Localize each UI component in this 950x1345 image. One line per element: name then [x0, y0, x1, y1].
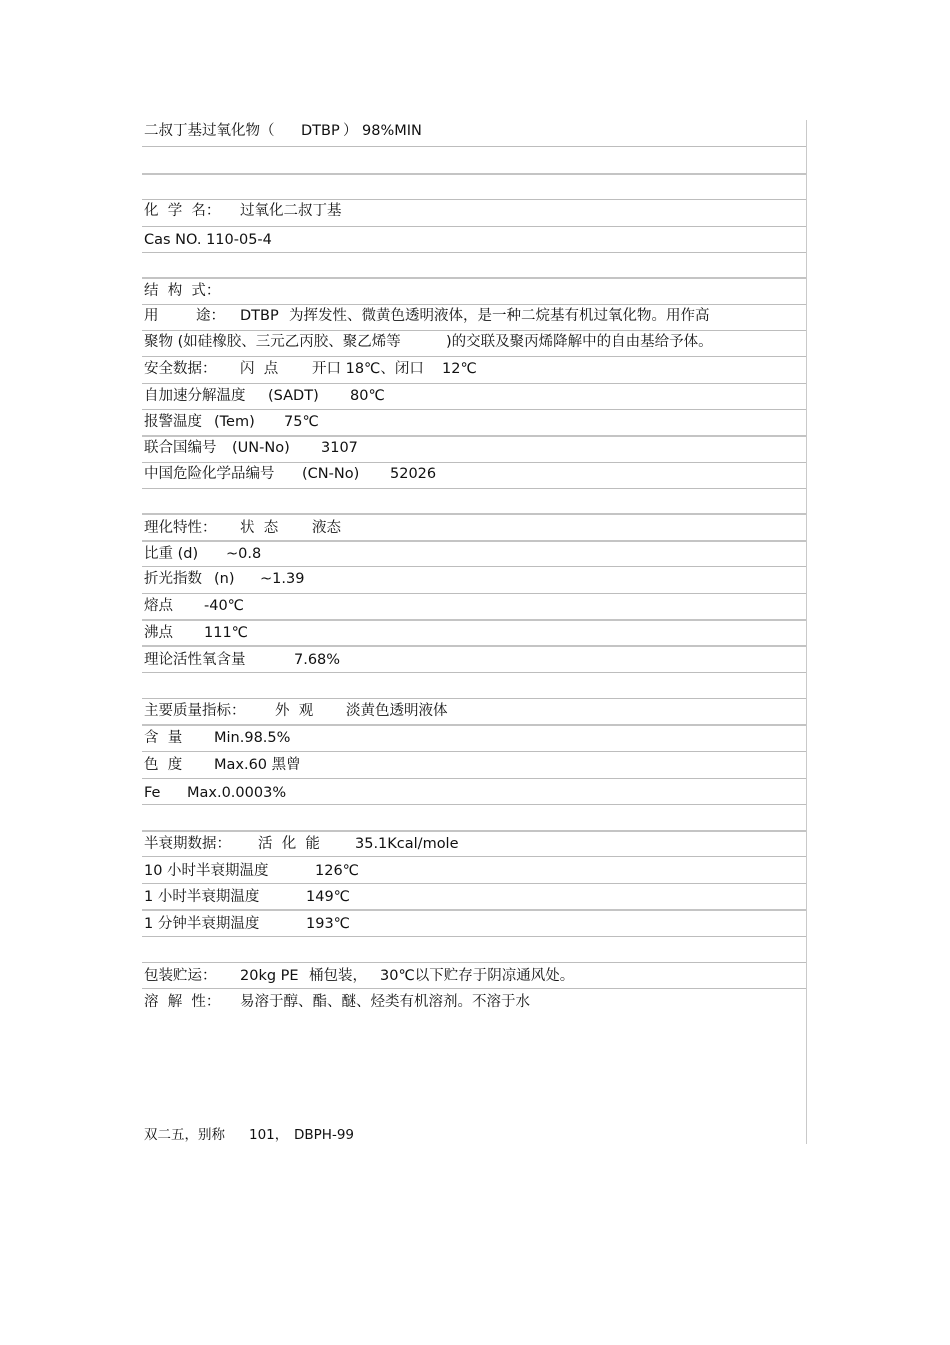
row-divider [142, 409, 806, 410]
row-divider [142, 936, 806, 937]
text-segment: 折光指数 [144, 571, 202, 587]
text-segment: 自加速分解温度 [144, 388, 246, 404]
text-segment: 溶 解 性： [144, 994, 221, 1010]
text-segment: -40℃ [204, 598, 244, 614]
text-segment: 10 小时半衰期温度 [144, 863, 269, 879]
text-segment: Fe [144, 785, 161, 801]
text-segment: 52026 [390, 466, 437, 482]
row-divider [142, 962, 806, 963]
text-segment: Cas NO. 110-05-4 [144, 232, 272, 248]
text-segment: 色 度 [144, 757, 183, 773]
row-divider [142, 383, 806, 384]
text-segment: 联合国编号 [144, 440, 217, 456]
row-divider [142, 856, 806, 857]
text-segment: 12℃ [442, 361, 477, 377]
text-segment: (UN-No) [232, 440, 290, 456]
row-divider [142, 356, 806, 357]
row-divider [142, 540, 806, 542]
text-segment: 状 态 [240, 520, 279, 536]
row-divider [142, 830, 806, 832]
row-divider [142, 593, 806, 594]
row-divider [142, 277, 806, 279]
row-divider [142, 751, 806, 752]
row-divider [142, 645, 806, 647]
row-divider [142, 698, 806, 699]
text-segment: 193℃ [306, 916, 350, 932]
text-segment: 为挥发性、微黄色透明液体，是一种二烷基有机过氧化物。用作高 [289, 308, 710, 324]
text-segment: Min.98.5% [214, 730, 291, 746]
text-segment: 淡黄色透明液体 [346, 703, 448, 719]
text-segment: 149℃ [306, 889, 350, 905]
text-segment: 化 学 名： [144, 203, 221, 219]
text-segment: (CN-No) [302, 466, 360, 482]
text-segment: 理论活性氧含量 [144, 652, 246, 668]
text-segment: 半衰期数据： [144, 836, 231, 852]
text-segment: DTBP [301, 123, 340, 139]
text-segment: (SADT) [268, 388, 319, 404]
text-segment: 101， [249, 1127, 289, 1143]
text-segment: 30℃以下贮存于阴凉通风处。 [380, 968, 575, 984]
text-segment: 活 化 能 [258, 836, 320, 852]
row-divider [142, 988, 806, 989]
text-segment: 1 分钟半衰期温度 [144, 916, 260, 932]
text-segment: DBPH-99 [294, 1127, 354, 1143]
text-segment: ~0.8 [226, 546, 262, 562]
text-segment: 80℃ [350, 388, 385, 404]
text-segment: 包装贮运： [144, 968, 217, 984]
text-segment: 安全数据： [144, 361, 217, 377]
row-divider [142, 488, 806, 489]
text-segment: 中国危险化学品编号 [144, 466, 275, 482]
text-segment: ） [343, 123, 358, 139]
text-segment: DTBP [240, 308, 279, 324]
text-segment: ~1.39 [260, 571, 305, 587]
text-segment: 主要质量指标： [144, 703, 246, 719]
text-segment: 35.1Kcal/mole [355, 836, 459, 852]
text-segment: 开口 18℃、闭口 [312, 361, 424, 377]
text-segment: 聚物 (如硅橡胶、三元乙丙胶、聚乙烯等 [144, 334, 401, 350]
text-segment: Max.60 黑曾 [214, 757, 301, 773]
row-divider [142, 304, 806, 305]
row-divider [142, 146, 806, 147]
text-segment: 过氧化二叔丁基 [240, 203, 342, 219]
row-divider [142, 724, 806, 726]
text-segment: 易溶于醇、酯、醚、烃类有机溶剂。不溶于水 [240, 994, 530, 1010]
text-segment: 1 小时半衰期温度 [144, 889, 260, 905]
text-segment: 20kg PE [240, 968, 299, 984]
text-segment: 报警温度 [144, 414, 202, 430]
text-segment: )的交联及聚丙烯降解中的自由基给予体。 [446, 334, 713, 350]
text-segment: Max.0.0003% [187, 785, 287, 801]
row-divider [142, 909, 806, 911]
text-segment: 7.68% [294, 652, 341, 668]
text-segment: 比重 (d) [144, 546, 199, 562]
text-segment: 3107 [321, 440, 358, 456]
text-segment: 闪 点 [240, 361, 279, 377]
text-segment: 熔点 [144, 598, 173, 614]
text-segment: 液态 [312, 520, 341, 536]
row-divider [142, 672, 806, 673]
row-divider [142, 330, 806, 331]
text-segment: (Tem) [214, 414, 255, 430]
row-divider [142, 566, 806, 567]
row-divider [142, 226, 806, 227]
row-divider [142, 883, 806, 884]
text-segment: 二叔丁基过氧化物（ [144, 123, 275, 139]
text-segment: 用 [144, 308, 159, 324]
row-divider [142, 804, 806, 805]
text-segment: 理化特性： [144, 520, 217, 536]
text-segment: 桶包装， [309, 968, 367, 984]
right-border-line [806, 120, 807, 1144]
row-divider [142, 199, 806, 200]
text-segment: 沸点 [144, 625, 173, 641]
text-segment: 结 构 式： [144, 283, 221, 299]
row-divider [142, 462, 806, 463]
text-segment: 含 量 [144, 730, 183, 746]
text-segment: 双二五，别称 [144, 1127, 225, 1143]
text-segment: 126℃ [315, 863, 359, 879]
text-segment: 75℃ [284, 414, 319, 430]
row-divider [142, 252, 806, 253]
row-divider [142, 619, 806, 621]
text-segment: 外 观 [275, 703, 314, 719]
text-segment: 98%MIN [362, 123, 422, 139]
text-segment: 途： [196, 308, 225, 324]
row-divider [142, 513, 806, 515]
row-divider [142, 173, 806, 175]
text-segment: (n) [214, 571, 235, 587]
row-divider [142, 435, 806, 437]
text-segment: 111℃ [204, 625, 248, 641]
row-divider [142, 778, 806, 779]
